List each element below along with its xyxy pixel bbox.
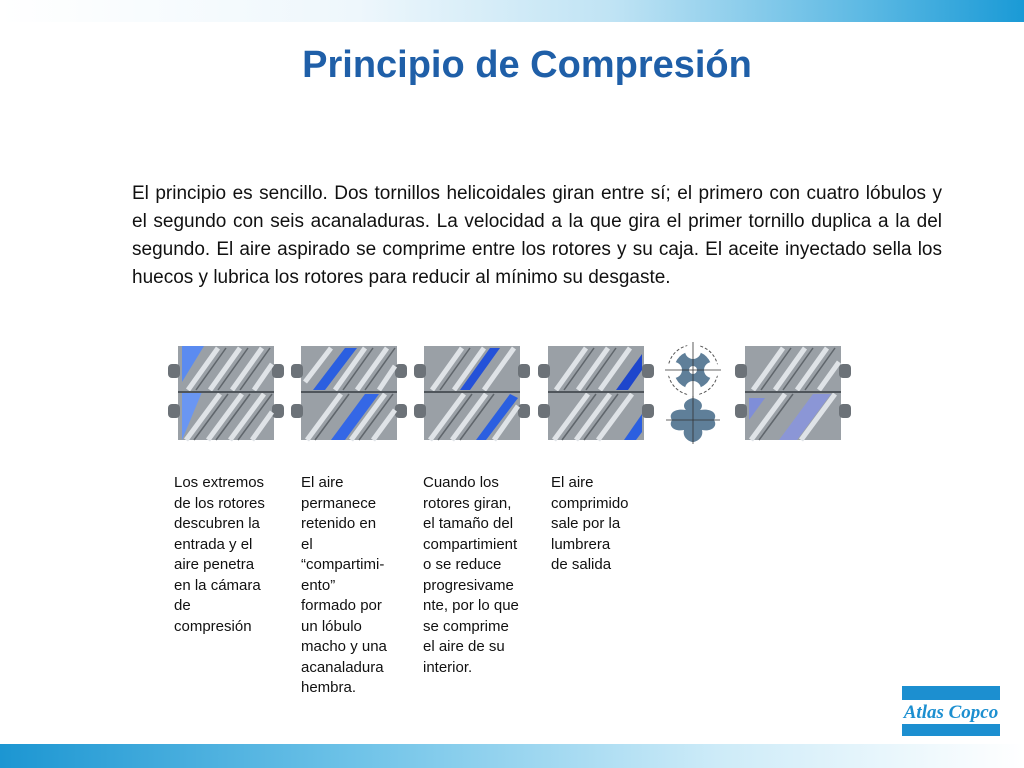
slide-title: Principio de Compresión <box>302 44 752 86</box>
rotor-cross-section-diagram <box>660 342 726 444</box>
rotor-stage-6-image <box>735 342 851 444</box>
rotor-stage-2-image <box>291 342 407 444</box>
intro-paragraph: El principio es sencillo. Dos tornillos helicoidales giran entre sí; el primero con cuatro lóbulos y el segundo con seis acanaladuras. La velocidad a la que gira el primer tornillo duplica a la del segundo. El aire aspirado se comprime entre los rotores y su caja. El aceite inyectado sella los huecos y lubrica los rotores para reducir al mínimo su desgaste. <box>132 183 942 288</box>
top-gradient-bar <box>0 0 1024 22</box>
caption-stage-3: Cuando los rotores giran, el tamaño del compartimient o se reduce progresivame nte, por lo que se comprime el aire de su interior. <box>423 474 519 676</box>
caption-stage-2: El aire permanece retenido en el “compartimi- ento” formado por un lóbulo macho y una acanaladura hembra. <box>301 474 387 696</box>
caption-stage-4: El aire comprimido sale por la lumbrera de salida <box>551 474 629 573</box>
rotor-stage-4-image <box>538 342 654 444</box>
rotor-stage-3-image <box>414 342 530 444</box>
caption-stage-1: Los extremos de los rotores descubren la entrada y el aire penetra en la cámara de compresión <box>174 474 265 635</box>
bottom-gradient-bar <box>0 744 1024 768</box>
logo-wordmark: Atlas Copco <box>903 702 999 723</box>
atlas-copco-logo <box>902 686 1000 736</box>
rotor-stage-1-image <box>168 342 284 444</box>
